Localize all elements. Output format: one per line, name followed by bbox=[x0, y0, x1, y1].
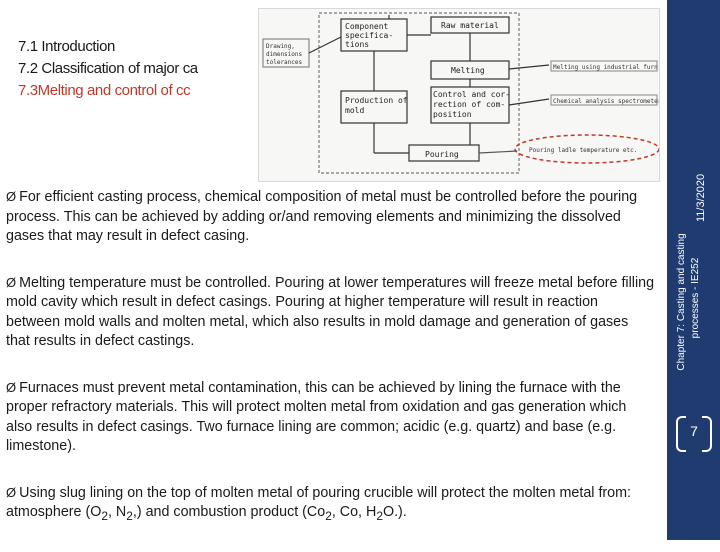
pouring-label: Pouring bbox=[425, 150, 459, 159]
production-label-1: Production of bbox=[345, 96, 408, 105]
process-flow-diagram bbox=[258, 8, 660, 182]
bullet-item bbox=[6, 273, 656, 352]
toc-item-active: 7.3Melting and control of cc bbox=[18, 82, 191, 99]
arrow-bullet-icon: Ø bbox=[6, 484, 17, 500]
toc-item: 7.1 Introduction bbox=[18, 38, 116, 55]
arrow-bullet-icon: Ø bbox=[6, 379, 17, 395]
bullet-text: Melting temperature must be controlled. Pouring at lower temperatures will freeze metal before filling mold cavity which result in defect casings. Pouring at higher temperature will result in reaction between mold walls and molten metal, which also results in mold damage and generation of gases that results in defect castings. bbox=[6, 274, 655, 349]
bullet-text: Furnaces must prevent metal contamination, this can be achieved by lining the furnace with the proper refractory materials. This will protect molten metal from oxidation and gas generation which also results in defect casings. Two furnace lining are common; acidic (e.g. quartz) and base (e.g. limestone). bbox=[6, 379, 627, 454]
drawing-note-3: tolerances bbox=[266, 59, 303, 66]
chapter-label bbox=[667, 0, 720, 540]
control-label-3: position bbox=[433, 110, 472, 119]
melting-label: Melting bbox=[451, 66, 485, 75]
chapter-line-2: processes - IE252 bbox=[690, 257, 701, 339]
drawing-note-2: dimensions bbox=[266, 51, 303, 58]
page-number-badge bbox=[672, 412, 716, 452]
bullet-list bbox=[6, 187, 656, 552]
bullet-item bbox=[6, 187, 656, 247]
arrow-bullet-icon: Ø bbox=[6, 189, 17, 204]
slide-date: 11/3/2020 bbox=[695, 173, 707, 222]
slide-sidebar bbox=[667, 0, 720, 540]
bullet-item bbox=[6, 483, 656, 527]
control-label-2: rection of com- bbox=[433, 100, 506, 109]
raw-material-label: Raw material bbox=[441, 21, 499, 30]
production-label-2: mold bbox=[345, 106, 365, 115]
control-label-1: Control and cor- bbox=[433, 90, 511, 99]
table-of-contents bbox=[18, 36, 228, 102]
bullet-item bbox=[6, 378, 656, 457]
chemical-note: Chemical analysis spectrometer bbox=[553, 98, 659, 105]
chapter-line-1: Chapter 7: Casting and casting bbox=[676, 233, 687, 371]
component-label-2: specifica- bbox=[345, 31, 394, 40]
component-label-3: tions bbox=[345, 40, 370, 49]
bullet-text: For efficient casting process, chemical composition of metal must be controlled before the pouring process. This can be achieved by adding or/and removing elements and minimizing the dissolved gases that may result in defect casing. bbox=[6, 189, 638, 244]
melting-note: Melting using industrial furn bbox=[553, 64, 658, 71]
page-number: 7 bbox=[690, 423, 698, 439]
drawing-note-1: Drawing, bbox=[266, 43, 295, 50]
bullet-text: Using slug lining on the top of molten metal of pouring crucible will protect the molten metal from: atmosphere ($O_2$, $N_2$,) and combustion product ($Co_2$, Co, $H_2O$.). bbox=[6, 484, 632, 523]
pouring-note: Pouring ladle temperature etc. bbox=[529, 147, 638, 154]
arrow-bullet-icon: Ø bbox=[6, 274, 17, 290]
component-label-1: Component bbox=[345, 22, 389, 31]
toc-item: 7.2 Classification of major ca bbox=[18, 60, 198, 77]
